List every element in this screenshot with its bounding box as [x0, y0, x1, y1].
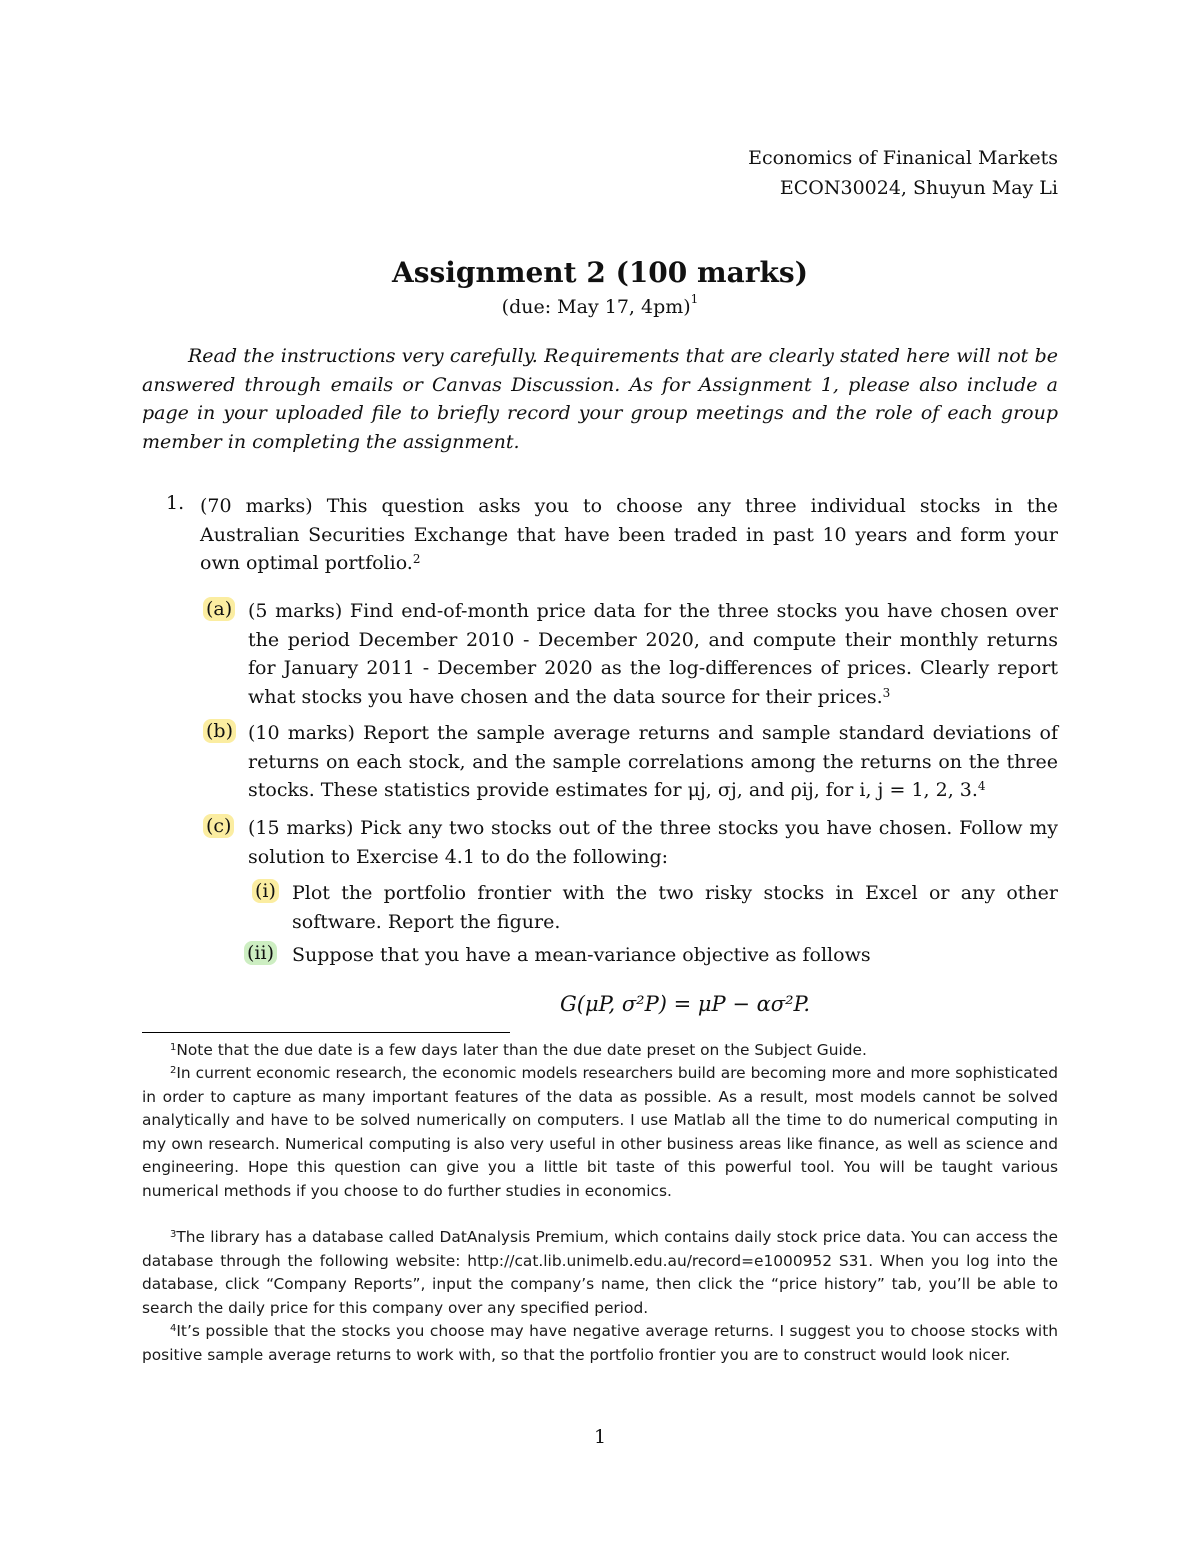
subpart-i-label-wrap	[252, 879, 279, 903]
question-number: 1.	[166, 492, 185, 514]
due-date	[0, 292, 1200, 318]
footnote-1-text: Note that the due date is a few days later than the due date preset on the Subject Guide.	[176, 1041, 867, 1059]
footnote-1-number: 1	[170, 1042, 177, 1053]
subpart-i-text: Plot the portfolio frontier with the two risky stocks in Excel or any other software. Report the figure.	[292, 882, 1058, 933]
part-b-footnote-ref: 4	[977, 779, 986, 793]
part-a-label-wrap	[203, 597, 235, 621]
footnote-1	[142, 1039, 1058, 1063]
footnote-divider	[142, 1032, 510, 1033]
footnote-3-number: 3	[170, 1229, 177, 1240]
subpart-ii-label-wrap	[244, 941, 277, 965]
course-code-lecturer: ECON30024, Shuyun May Li	[779, 177, 1058, 199]
part-a-footnote-ref: 3	[882, 685, 891, 700]
question-1-text	[200, 492, 1058, 578]
assignment-title: Assignment 2 (100 marks)	[392, 256, 808, 289]
question-1-body: (70 marks) This question asks you to choose any three individual stocks in the Australian Securities Exchange that have been traded in past 10 years and form your own optimal portfolio.	[200, 495, 1058, 574]
instructions: Read the instructions very carefully. Requirements that are clearly stated here will not be answered through emails or Canvas Discussion. As for Assignment 1, please also include a page in your uploaded file to briefly record your group meetings and the role of each group member in completing the assignment.	[142, 345, 1058, 453]
part-c-label: (c)	[203, 814, 234, 838]
due-text: (due: May 17, 4pm)	[501, 296, 691, 318]
due-footnote-ref: 1	[690, 292, 699, 306]
footnote-4	[142, 1320, 1058, 1367]
footnote-2-number: 2	[170, 1065, 177, 1076]
part-b-body: (10 marks) Report the sample average returns and sample standard deviations of returns on each stock, and the sample correlations among the returns on the three stocks. These statistics provide estimates for μj, σj, and ρij, for i, j = 1, 2, 3.	[248, 722, 1058, 801]
part-a-label: (a)	[203, 597, 235, 621]
footnote-4-text: It’s possible that the stocks you choose may have negative average returns. I suggest you to choose stocks with positive sample average returns to work with, so that the portfolio frontier you are to construct would look nicer.	[142, 1322, 1058, 1364]
page-number: 1	[593, 1426, 607, 1448]
subpart-ii-text: Suppose that you have a mean-variance objective as follows	[292, 944, 871, 966]
footnote-2	[142, 1062, 1058, 1204]
part-c-label-wrap	[203, 814, 234, 838]
part-b-label-wrap	[203, 719, 236, 743]
footnote-4-number: 4	[170, 1323, 177, 1334]
subpart-ii-label: (ii)	[244, 941, 277, 965]
subpart-i-label: (i)	[252, 879, 279, 903]
part-a-text	[248, 597, 1058, 711]
question-1-footnote-ref: 2	[412, 552, 421, 566]
footnote-2-text: In current economic research, the economic models researchers build are becoming more and more sophisticated in order to capture as many important features of the data as possible. As a result, most models cannot be solved analytically and have to be solved numerically on computers. I use Matlab all the time to do numerical computing in my own research. Numerical computing is also very useful in other business areas like finance, as well as science and engineering. Hope this question can give you a little bit taste of this powerful tool. You will be taught various numerical methods if you choose to do further studies in economics.	[142, 1064, 1058, 1200]
part-c-text: (15 marks) Pick any two stocks out of the three stocks you have chosen. Follow my solution to Exercise 4.1 to do the following:	[248, 817, 1058, 868]
footnote-3	[142, 1226, 1058, 1320]
footnote-3-text: The library has a database called DatAnalysis Premium, which contains daily stock price data. You can access the database through the following website: http://cat.lib.unimelb.edu.au/record=e1000952 S31. When you log into the database, click “Company Reports”, input the company’s name, then click the “price history” tab, you’ll be able to search the daily price for this company over any specified period.	[142, 1228, 1058, 1317]
course-name: Economics of Finanical Markets	[748, 147, 1058, 169]
part-a-body: (5 marks) Find end-of-month price data for the three stocks you have chosen over the period December 2010 - December 2020, and compute their monthly returns for January 2011 - December 2020 as the log-differences of prices. Clearly report what stocks you have chosen and the data source for their prices.	[248, 600, 1058, 708]
part-b-text	[248, 719, 1058, 805]
part-b-label: (b)	[203, 719, 236, 743]
mean-variance-equation: G(μP, σ²P) = μP − ασ²P.	[560, 992, 811, 1016]
